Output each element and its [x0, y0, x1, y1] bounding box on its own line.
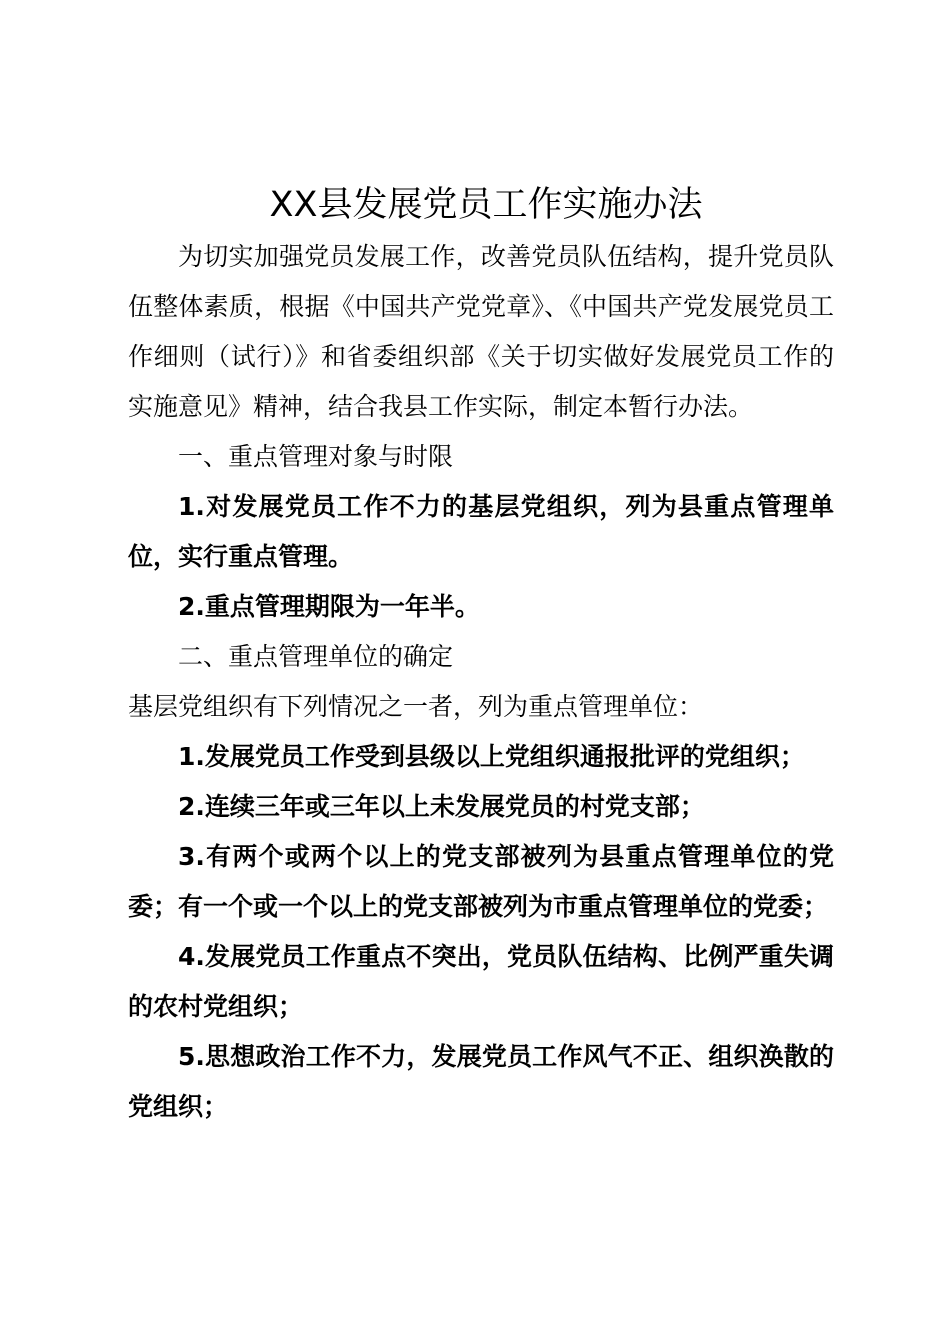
section-2-item-4: 4.发展党员工作重点不突出，党员队伍结构、比例严重失调的农村党组织； [128, 942, 834, 1021]
section-2-item-3: 3.有两个或两个以上的党支部被列为县重点管理单位的党委；有一个或一个以上的党支部被列为市重点管理单位的党委； [128, 842, 834, 921]
section-2-lead: 基层党组织有下列情况之一者，列为重点管理单位： [128, 692, 704, 721]
section-2-item-2: 2.连续三年或三年以上未发展党员的村党支部； [178, 792, 705, 821]
section-2-item-1: 1.发展党员工作受到县级以上党组织通报批评的党组织； [178, 742, 805, 771]
section-1-item-1: 1.对发展党员工作不力的基层党组织，列为县重点管理单位，实行重点管理。 [128, 492, 834, 571]
section-1-item-2: 2.重点管理期限为一年半。 [178, 592, 480, 621]
document-page [128, 178, 834, 1132]
intro-paragraph: 为切实加强党员发展工作，改善党员队伍结构，提升党员队伍整体素质，根据《中国共产党党章》、《中国共产党发展党员工作细则（试行）》和省委组织部《关于切实做好发展党员工作的实施意见》精神，结合我县工作实际，制定本暂行办法。 [128, 242, 834, 421]
section-2-item-5: 5.思想政治工作不力，发展党员工作风气不正、组织涣散的党组织； [128, 1042, 834, 1121]
document-title: XX县发展党员工作实施办法 [269, 185, 703, 225]
section-1-heading: 一、重点管理对象与时限 [178, 442, 454, 471]
section-2-heading: 二、重点管理单位的确定 [178, 642, 454, 671]
